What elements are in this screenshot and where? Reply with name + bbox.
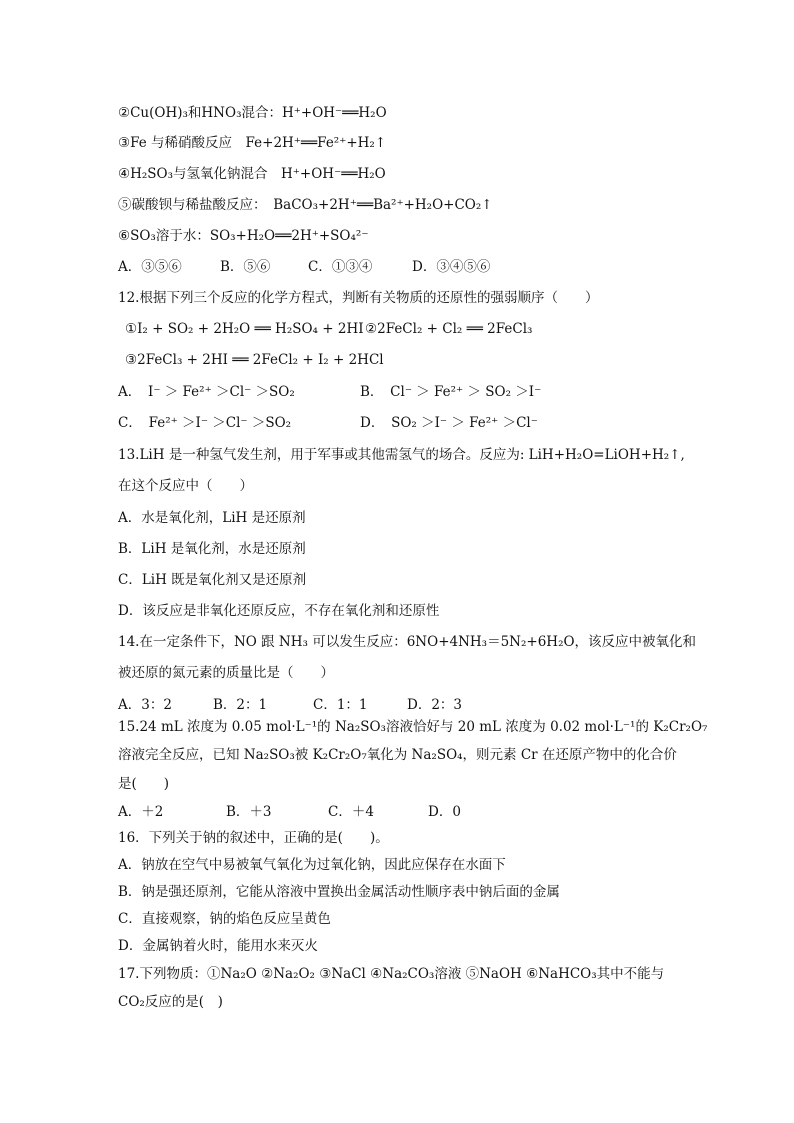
q15-stem-line-2: 溶液完全反应，已知 Na₂SO₃被 K₂Cr₂O₇氧化为 Na₂SO₄，则元素 Cr 在还原产物中的化合价	[118, 747, 677, 763]
q14-option-c: C．1：1	[313, 697, 368, 713]
q13-stem-line-1: 13.LiH 是一种氢气发生剂，用于军事或其他需氢气的场合。反应为: LiH+H₂O=LiOH+H₂↑,	[118, 447, 685, 463]
q14-option-b: B．2：1	[213, 697, 268, 713]
q12-option-a: A． I⁻ ＞ Fe²⁺ ＞Cl⁻ ＞SO₂	[118, 384, 295, 400]
q12-equation-2: ②2FeCl₂ + Cl₂ ══ 2FeCl₃	[365, 321, 533, 337]
q14-stem-line-1: 14.在一定条件下，NO 跟 NH₃ 可以发生反应：6NO+4NH₃＝5N₂+6H₂O，该反应中被氧化和	[118, 634, 697, 650]
q11-item-6: ⑥SO₃溶于水：SO₃+H₂O══2H⁺+SO₄²⁻	[118, 228, 369, 244]
q14-option-d: D．2：3	[407, 697, 463, 713]
q12-equation-3: ③2FeCl₃ + 2HI ══ 2FeCl₂ + I₂ + 2HCl	[125, 352, 384, 368]
q16-option-d: D．金属钠着火时，能用水来灭火	[118, 938, 318, 954]
q15-option-a: A．＋2	[118, 804, 164, 820]
q15-stem-line-1: 15.24 mL 浓度为 0.05 mol·L⁻¹的 Na₂SO₃溶液恰好与 20 mL 浓度为 0.02 mol·L⁻¹的 K₂Cr₂O₇	[118, 719, 708, 735]
q11-item-2: ②Cu(OH)₃和HNO₃混合：H⁺+OH⁻══H₂O	[118, 105, 387, 121]
q16-option-c: C．直接观察，钠的焰色反应呈黄色	[118, 911, 331, 927]
q13-option-d: D．该反应是非氧化还原反应，不存在氧化剂和还原性	[118, 603, 440, 619]
q16-option-b: B．钠是强还原剂，它能从溶液中置换出金属活动性顺序表中钠后面的金属	[118, 884, 560, 900]
q12-option-b: B． Cl⁻ ＞ Fe²⁺ ＞ SO₂ ＞I⁻	[360, 384, 542, 400]
q11-option-b: B．⑤⑥	[220, 259, 271, 275]
q13-option-c: C．LiH 既是氧化剂又是还原剂	[118, 572, 307, 588]
q11-item-4: ④H₂SO₃与氢氧化钠混合 H⁺+OH⁻══H₂O	[118, 166, 386, 182]
q13-stem-line-2: 在这个反应中（ ）	[118, 478, 253, 494]
q17-stem-line-1: 17.下列物质：①Na₂O ②Na₂O₂ ③NaCl ④Na₂CO₃溶液 ⑤NaOH ⑥NaHCO₃其中不能与	[118, 966, 665, 982]
q11-option-a: A．③⑤⑥	[118, 259, 182, 275]
q17-stem-line-2: CO₂反应的是( )	[118, 994, 223, 1010]
q15-option-c: C．＋4	[328, 804, 374, 820]
q13-option-a: A．水是氧化剂，LiH 是还原剂	[118, 510, 306, 526]
q15-stem-line-3: 是( )	[118, 776, 170, 792]
q15-option-b: B．＋3	[226, 804, 272, 820]
q15-option-d: D．0	[428, 804, 461, 820]
q12-option-d: D． SO₂ ＞I⁻ ＞ Fe²⁺ ＞Cl⁻	[360, 415, 538, 431]
q16-stem: 16．下列关于钠的叙述中，正确的是( )。	[118, 830, 389, 846]
q12-option-c: C． Fe²⁺ ＞I⁻ ＞Cl⁻ ＞SO₂	[118, 415, 292, 431]
q13-option-b: B．LiH 是氧化剂，水是还原剂	[118, 541, 306, 557]
q11-option-d: D．③④⑤⑥	[412, 259, 491, 275]
q11-item-3: ③Fe 与稀硝酸反应 Fe+2H⁺══Fe²⁺+H₂↑	[118, 135, 387, 151]
q11-item-5: ⑤碳酸钡与稀盐酸反应： BaCO₃+2H⁺══Ba²⁺+H₂O+CO₂↑	[118, 197, 493, 213]
q14-option-a: A．3：2	[118, 697, 172, 713]
q14-stem-line-2: 被还原的氮元素的质量比是（ ）	[118, 665, 334, 681]
q12-equation-1: ①I₂ + SO₂ + 2H₂O ══ H₂SO₄ + 2HI	[125, 321, 364, 337]
q11-option-c: C．①③④	[308, 259, 373, 275]
q16-option-a: A．钠放在空气中易被氧气氧化为过氧化钠，因此应保存在水面下	[118, 857, 506, 873]
q12-stem: 12.根据下列三个反应的化学方程式，判断有关物质的还原性的强弱顺序（ ）	[118, 290, 599, 306]
